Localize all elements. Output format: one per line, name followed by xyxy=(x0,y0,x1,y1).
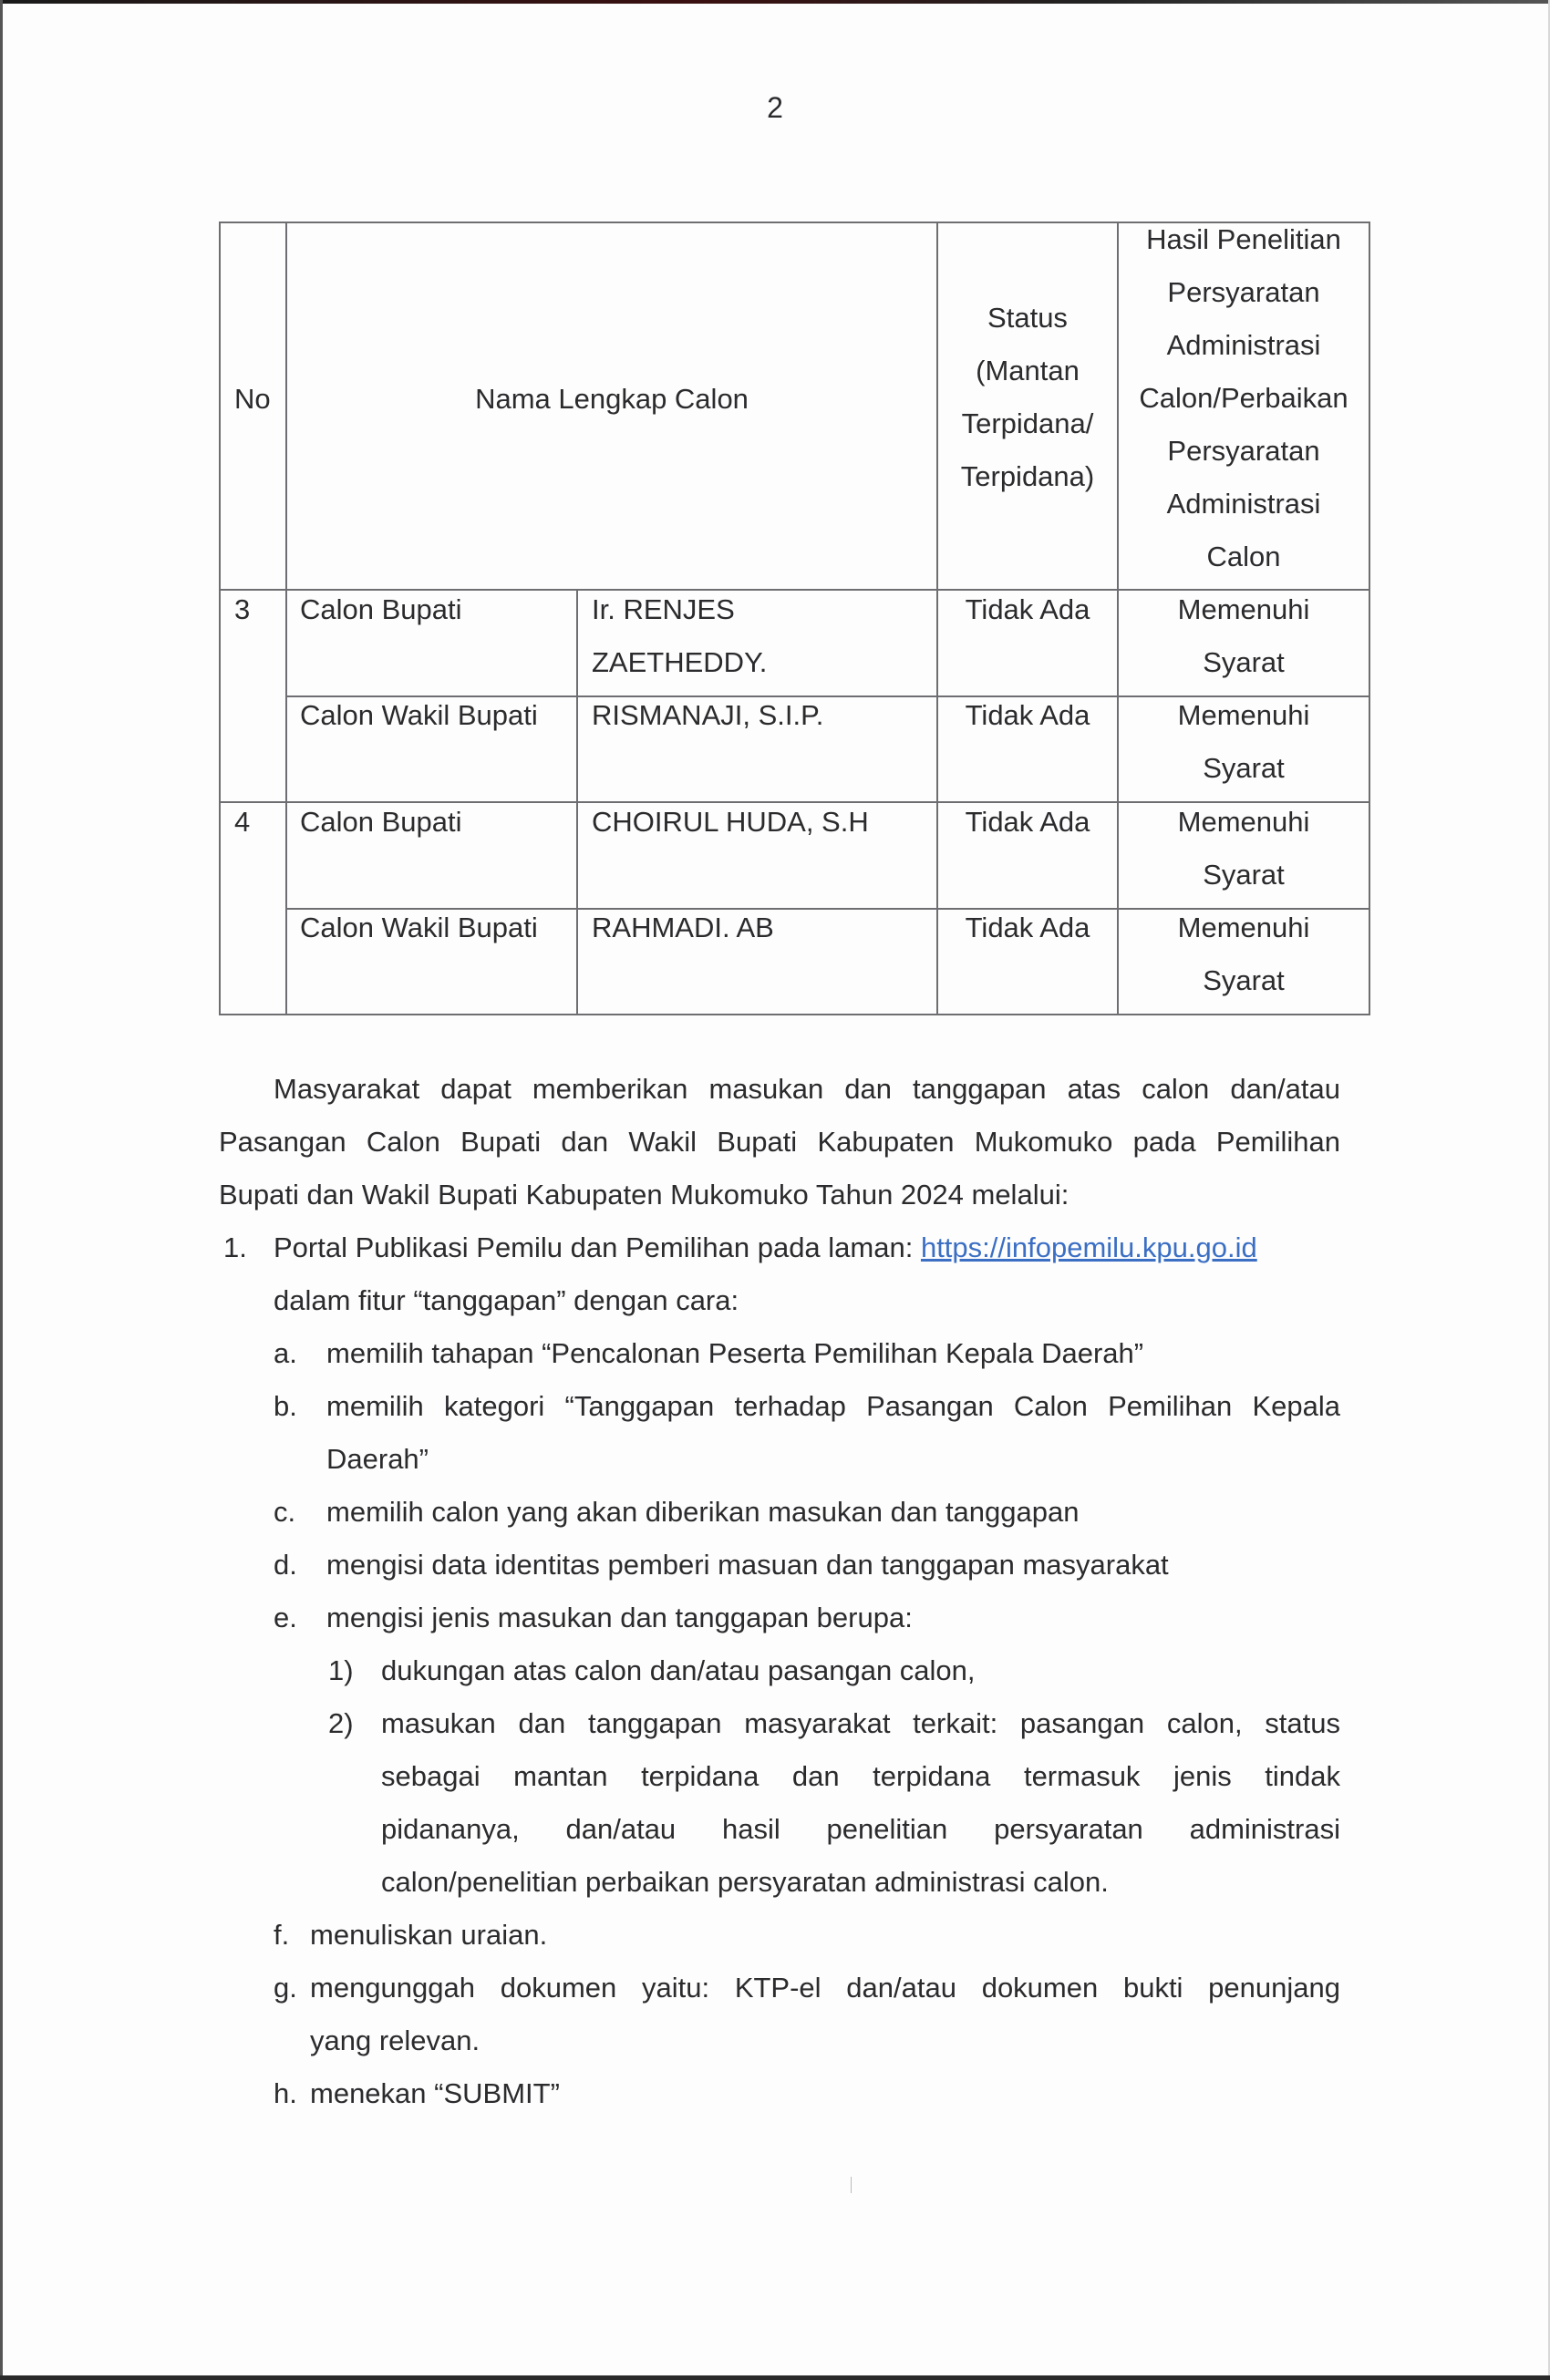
step-text: Daerah” xyxy=(326,1443,429,1475)
step-marker: d. xyxy=(274,1549,297,1581)
cell-nama: RISMANAJI, S.I.P. xyxy=(592,699,824,731)
table-border-left xyxy=(219,222,221,1015)
cell-jabatan: Calon Wakil Bupati xyxy=(300,912,538,943)
cell-no: 4 xyxy=(234,806,251,838)
cell-nama: ZAETHEDDY. xyxy=(592,646,768,678)
cell-hasil: Syarat xyxy=(1203,646,1285,678)
step-text: yang relevan. xyxy=(310,2025,480,2056)
substep-marker: 2) xyxy=(328,1707,354,1739)
scan-edge-top xyxy=(0,0,1550,4)
portal-text: Portal Publikasi Pemilu dan Pemilihan pada laman: xyxy=(274,1231,921,1263)
cell-no: 3 xyxy=(234,593,251,625)
step-text: mengunggah dokumen yaitu: KTP-el dan/atau dokumen bukti penunjang xyxy=(310,1972,1340,2004)
step-marker: f. xyxy=(274,1919,290,1951)
header-status-line: Terpidana/ xyxy=(961,407,1094,439)
step-marker: c. xyxy=(274,1496,296,1528)
intro-line: Masyarakat dapat memberikan masukan dan tanggapan atas calon dan/atau xyxy=(274,1073,1340,1105)
list-text-continuation: dalam fitur “tanggapan” dengan cara: xyxy=(274,1284,739,1316)
scan-edge-bottom xyxy=(0,2375,1550,2380)
cell-hasil: Memenuhi xyxy=(1177,806,1310,838)
header-no: No xyxy=(234,383,271,415)
table-border-right xyxy=(1369,222,1370,1015)
step-marker: e. xyxy=(274,1602,297,1633)
step-marker: g. xyxy=(274,1972,297,2004)
table-col-divider xyxy=(285,222,287,1015)
intro-line: Pasangan Calon Bupati dan Wakil Bupati Kabupaten Mukomuko pada Pemilihan xyxy=(219,1126,1340,1158)
step-text: memilih tahapan “Pencalonan Peserta Pemilihan Kepala Daerah” xyxy=(326,1337,1144,1369)
cell-hasil: Memenuhi xyxy=(1177,912,1310,943)
step-text: memilih calon yang akan diberikan masukan dan tanggapan xyxy=(326,1496,1080,1528)
cell-hasil: Syarat xyxy=(1203,859,1285,891)
list-text xyxy=(274,1221,1257,1274)
step-text: menekan “SUBMIT” xyxy=(310,2077,560,2109)
step-text: mengisi data identitas pemberi masuan dan tanggapan masyarakat xyxy=(326,1549,1169,1581)
cell-hasil: Memenuhi xyxy=(1177,593,1310,625)
header-status-line: (Mantan xyxy=(976,355,1080,386)
cell-status: Tidak Ada xyxy=(965,912,1090,943)
cell-hasil: Syarat xyxy=(1203,752,1285,784)
cell-hasil: Syarat xyxy=(1203,964,1285,996)
header-nama: Nama Lengkap Calon xyxy=(475,383,749,415)
cell-hasil: Memenuhi xyxy=(1177,699,1310,731)
cell-nama: RAHMADI. AB xyxy=(592,912,774,943)
substep-text: pidananya, dan/atau hasil penelitian persyaratan administrasi xyxy=(381,1813,1340,1845)
cell-jabatan: Calon Wakil Bupati xyxy=(300,699,538,731)
substep-text: dukungan atas calon dan/atau pasangan calon, xyxy=(381,1654,976,1686)
step-text: mengisi jenis masukan dan tanggapan berupa: xyxy=(326,1602,913,1633)
substep-text: sebagai mantan terpidana dan terpidana termasuk jenis tindak xyxy=(381,1760,1340,1792)
step-text: menuliskan uraian. xyxy=(310,1919,548,1951)
header-hasil-line: Administrasi xyxy=(1166,488,1321,520)
intro-line: Bupati dan Wakil Bupati Kabupaten Mukomuko Tahun 2024 melalui: xyxy=(219,1179,1070,1211)
header-hasil-line: Hasil Penelitian xyxy=(1146,223,1341,255)
cell-status: Tidak Ada xyxy=(965,593,1090,625)
page-number: 2 xyxy=(767,91,783,124)
substep-text: calon/penelitian perbaikan persyaratan administrasi calon. xyxy=(381,1866,1109,1898)
table-border-bottom xyxy=(219,1014,1370,1015)
cell-nama: CHOIRUL HUDA, S.H xyxy=(592,806,869,838)
header-hasil-line: Administrasi xyxy=(1166,329,1321,361)
scan-edge-left xyxy=(0,0,3,2380)
step-marker: h. xyxy=(274,2077,297,2109)
step-marker: b. xyxy=(274,1390,297,1422)
step-marker: a. xyxy=(274,1337,297,1369)
list-marker: 1. xyxy=(223,1231,247,1263)
substep-marker: 1) xyxy=(328,1654,354,1686)
substep-text: masukan dan tanggapan masyarakat terkait: pasangan calon, status xyxy=(381,1707,1340,1739)
scan-artifact xyxy=(851,2177,852,2193)
cell-status: Tidak Ada xyxy=(965,699,1090,731)
step-text: memilih kategori “Tanggapan terhadap Pasangan Calon Pemilihan Kepala xyxy=(326,1390,1340,1422)
header-hasil-line: Persyaratan xyxy=(1167,276,1320,308)
cell-nama: Ir. RENJES xyxy=(592,593,735,625)
table-col-divider xyxy=(576,589,578,1015)
cell-jabatan: Calon Bupati xyxy=(300,806,462,838)
header-status-line: Terpidana) xyxy=(960,460,1095,492)
header-status-line: Status xyxy=(987,302,1068,334)
cell-status: Tidak Ada xyxy=(965,806,1090,838)
header-hasil-line: Persyaratan xyxy=(1167,435,1320,467)
header-hasil-line: Calon xyxy=(1206,541,1281,572)
cell-jabatan: Calon Bupati xyxy=(300,593,462,625)
infopemilu-link[interactable]: https://infopemilu.kpu.go.id xyxy=(920,1231,1257,1263)
header-hasil-line: Calon/Perbaikan xyxy=(1139,382,1348,414)
